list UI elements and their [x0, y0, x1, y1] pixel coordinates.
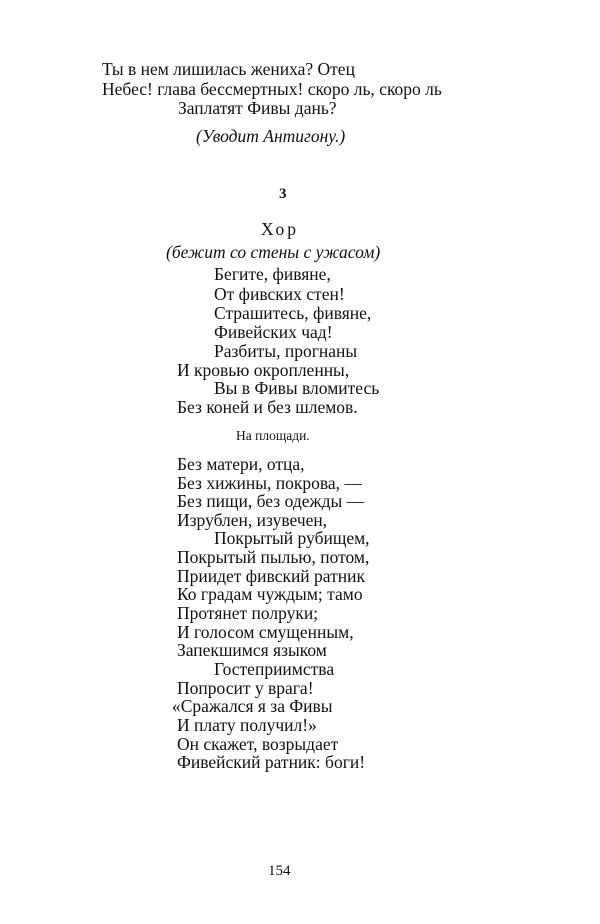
aside-direction: На площади.	[236, 428, 310, 443]
verse-line: Заплатят Фивы дань?	[178, 98, 337, 118]
verse-line: Страшитесь, фивяне,	[214, 303, 372, 323]
verse-line: Разбиты, прогнаны	[214, 341, 358, 361]
verse-line: Изрублен, изувечен,	[177, 510, 328, 530]
verse-line: Гостеприимства	[214, 659, 335, 679]
verse-line: Фивейских чад!	[214, 322, 333, 342]
section-number: 3	[279, 186, 287, 202]
verse-line: Покрытый пылью, потом,	[177, 547, 370, 567]
verse-line: Без пищи, без одежды —	[177, 491, 365, 511]
verse-line: Ко градам чуждым; тамо	[177, 584, 363, 604]
verse-line: Без хижины, покрова, —	[177, 473, 362, 493]
verse-line: «Сражался я за Фивы	[172, 696, 333, 716]
verse-line: Небес! глава бессмертных! скоро ль, скоро ль	[102, 79, 442, 99]
verse-line: Без коней и без шлемов.	[177, 397, 358, 417]
verse-line: Бегите, фивяне,	[214, 264, 331, 284]
verse-line: Вы в Фивы вломитесь	[214, 378, 380, 398]
verse-line: И голосом смущенным,	[177, 622, 354, 642]
verse-line: Без матери, отца,	[177, 454, 305, 474]
stage-direction: (бежит со стены с ужасом)	[166, 242, 381, 262]
speaker-name: Хор	[261, 219, 300, 239]
verse-line: Попросит у врага!	[177, 678, 314, 698]
verse-line: Приидет фивский ратник	[177, 566, 365, 586]
verse-line: И плату получил!»	[177, 715, 317, 735]
verse-line: Запекшимся языком	[177, 640, 327, 660]
verse-line: Фивейский ратник: боги!	[177, 752, 366, 772]
verse-line: От фивских стен!	[214, 284, 345, 304]
page-number: 154	[268, 863, 291, 879]
stage-direction: (Уводит Антигону.)	[196, 126, 346, 146]
verse-line: И кровью окропленны,	[177, 360, 350, 380]
verse-line: Он скажет, возрыдает	[177, 734, 339, 754]
verse-line: Ты в нем лишилась жениха? Отец	[102, 59, 355, 79]
verse-line: Покрытый рубищем,	[214, 528, 370, 548]
verse-line: Протянет полруки;	[177, 603, 319, 623]
